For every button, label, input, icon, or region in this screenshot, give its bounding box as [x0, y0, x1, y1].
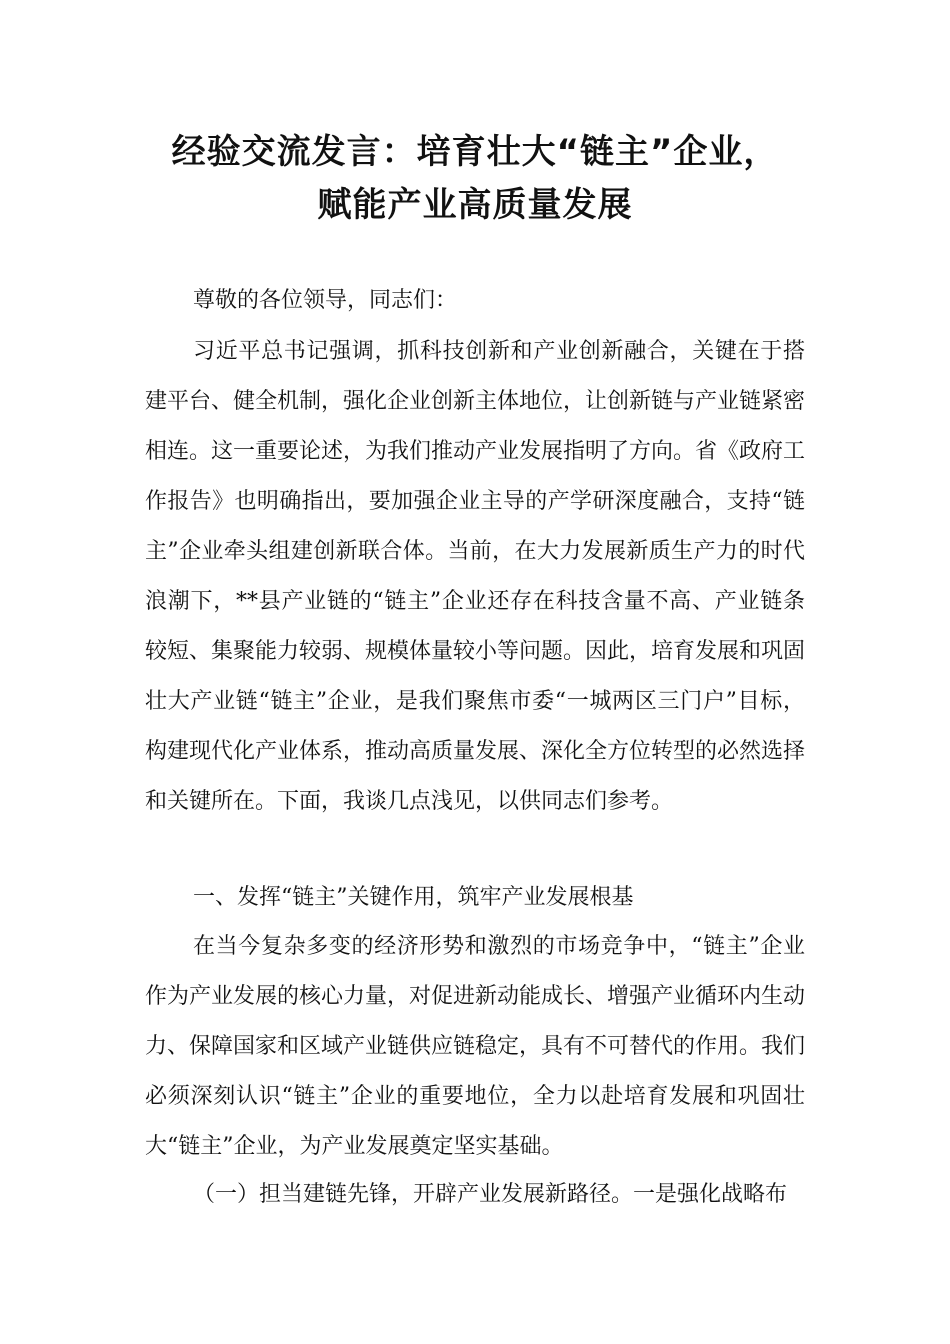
document-title-line-2: 赋能产业高质量发展 [317, 185, 633, 225]
paragraph-section-1: 在当今复杂多变的经济形势和激烈的市场竞争中，“链主”企业作为产业发展的核心力量，对促进新动能成长、增强产业循环内生动力、保障国家和区域产业链供应链稳定，具有不可替代的作用。我们必须深刻认识“链主”企业的重要地位，全力以赴培育发展和巩固壮大“链主”企业，为产业发展奠定坚实基础。 [145, 934, 806, 1159]
salutation: 尊敬的各位领导，同志们： [193, 288, 458, 313]
paragraph-intro: 习近平总书记强调，抓科技创新和产业创新融合，关键在于搭建平台、健全机制，强化企业创新主体地位，让创新链与产业链紧密相连。这一重要论述，为我们推动产业发展指明了方向。省《政府工作报告》也明确指出，要加强企业主导的产学研深度融合，支持“链主”企业牵头组建创新联合体。当前，在大力发展新质生产力的时代浪潮下，**县产业链的“链主”企业还存在科技含量不高、产业链条较短、集聚能力较弱、规模体量较小等问题。因此，培育发展和巩固壮大产业链“链主”企业，是我们聚焦市委“一城两区三门户”目标，构建现代化产业体系，推动高质量发展、深化全方位转型的必然选择和关键所在。下面，我谈几点浅见，以供同志们参考。 [145, 339, 806, 814]
paragraph-subsection-1: （一）担当建链先锋，开辟产业发展新路径。一是强化战略布 [193, 1182, 788, 1207]
section-heading-1: 一、发挥“链主”关键作用，筑牢产业发展根基 [193, 885, 634, 910]
document-title-line-1: 经验交流发言：培育壮大“链主”企业， [171, 132, 779, 172]
